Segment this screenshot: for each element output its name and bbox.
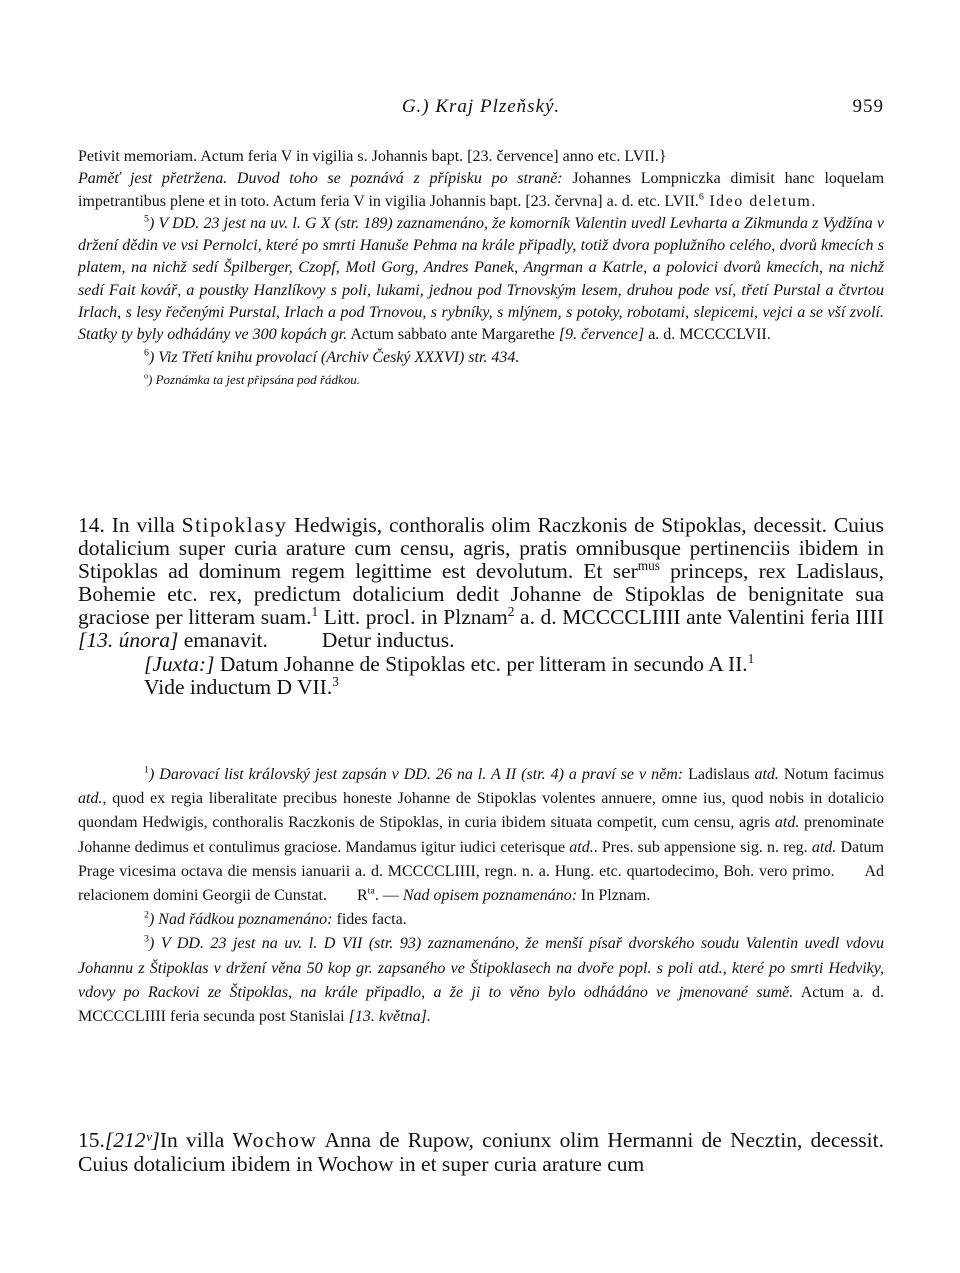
footnote-3: $^3$) V DD. 23 jest na uv. l. D VII (str. 93) zaznamenáno, že menší písař dvorského soudu Valentin uvedl vdovu Johannu z Štipoklas v držení věna 50 kop gr. zapsaného ve Štipoklasech na dvoře popl. s poli atd., které po smrti Hedviky, vdovy po Rackovi ze Štipoklas, na krále připadlo, a že ji to věno bylo odhádáno ve jmenované sumě. Actum a. d. MCCCCLIIII feria secunda post Stanislai [13. května].: [78, 934, 885, 1026]
entry-15: [78, 1128, 884, 1176]
folio-mark: [212ᵛ]: [104, 1128, 160, 1152]
footnotes-entry-14: [78, 763, 884, 1029]
running-header: [78, 96, 884, 120]
footnotes-previous-entry: [78, 146, 884, 391]
entry-14-text: 14. In villa Stipoklasy Hedwigis, conthoralis olim Raczkonis de Stipoklas, decessit. Cuius dotalicium super curia arature cum censu, agris, pratis omnibusque pertinenciis ibidem in Stipoklas ad dominum regem legittime est devolutum. Et ser$^{mus}$ princeps, rex Ladislaus, Bohemie etc. rex, predictum dotalicium dedit Johanne de Stipoklas de benignitate sua graciose per litteram suam.$^1$ Litt. procl. in Plznam$^2$ a. d. MCCCCLIIII ante Valentini feria IIII [13. února] emanavit. Detur inductus.: [78, 513, 885, 653]
place-name: Wochow: [232, 1128, 318, 1152]
footnote-1: $^1$) Darovací list královský jest zapsán v DD. 26 na l. A II (str. 4) a praví se v něm: Ladislaus atd. Notum facimus atd., quod ex regia liberalitate precibus honeste Johanne de Stipoklas volentes annuere, omne ius, quod nobis in dotalicio quondam Hedwigis, conthoralis Raczkonis de Stipoklas, in curia ibidem situata competit, cum censu, agris atd. prenominate Johanne dedimus et contulimus graciose. Mandamus igitur iudici ceterisque atd.. Pres. sub appensione sig. n. reg. atd. Datum Prage vicesima octava die mensis ianuarii a. d. MCCCCLIIII, regn. n. a. Hung. etc. quartodecimo, Boh. vero primo. Ad relacionem domini Georgii de Cunstat. $R^{ta}$. — Nad opisem poznamenáno: In Plznam.: [78, 764, 885, 905]
place-name: Stipoklasy: [181, 513, 288, 537]
header-title: G.) Kraj Plzeňský.: [401, 96, 561, 117]
entry-14-juxta: [Juxta:] Datum Johanne de Stipoklas etc. per litteram in secundo A II.$^1$: [144, 650, 755, 676]
footnote-6: $^6$) Viz Třetí knihu provolací (Archiv Český XXXVI) str. 434.: [144, 347, 520, 366]
footnote-5: $^5$) V DD. 23 jest na uv. l. G X (str. 189) zaznamenáno, že komorník Valentin uvedl Levharta a Zikmunda z Vydžína v držení dědin ve vsi Pernolci, které po smrti Hanuše Pehma na krále připadly, totiž dvora poplužního celého, dvorů kmecích s platem, na nichž sedí Špilberger, Czopf, Motl Gorg, Andres Panek, Angrman a Katrle, a polovici dvorů kmecích, na nichž sedí Fait kovář, a poustky Hanzlíkovy s poli, lukami, jednou pod Trnovským lesem, druhou pode vsí, třetí Purstal a čtvrtou Irlach, s lesy řečenými Purstal, Irlach a pod Trnovou, s rybníky, s mlýnem, s potoky, robotami, slepicemi, vejci a se vší zvolí. Statky ty byly odhádány ve 300 kopách gr. Actum sabbato ante Margarethe [9. července] a. d. MCCCCLVII.: [78, 213, 884, 344]
entry-15-text: 15.[212ᵛ]In villa Wochow Anna de Rupow, coniunx olim Hermanni de Necztin, decessit. Cuius dotalicium ibidem in Wochow in et super curia arature cum: [78, 1128, 884, 1176]
page-number: 959: [852, 96, 884, 117]
footnote-7: $^o$) Poznámka ta jest připsána pod řádkou.: [144, 371, 360, 387]
entry-number: 14.: [78, 513, 105, 537]
entry-14-vide: Vide inductum D VII.$^3$: [144, 673, 339, 699]
footnote-2: $^2$) Nad řádkou poznamenáno: fides facta.: [144, 909, 407, 929]
note-continuation: Petivit memoriam. Actum feria V in vigilia s. Johannis bapt. [23. července] anno etc. LVII.} Paměť jest přetržena. Duvod toho se poznává z přípisku po straně: Johannes Lompniczka dimisit hanc loquelam impetrantibus plene et in toto. Actum feria V in vigilia Johannis bapt. [23. června] a. d. etc. LVII.$^6$ Ideo deletum.: [78, 148, 885, 210]
entry-number: 15.: [78, 1128, 105, 1152]
entry-14: [78, 514, 884, 699]
detur-inductus: Detur inductus.: [321, 628, 455, 653]
